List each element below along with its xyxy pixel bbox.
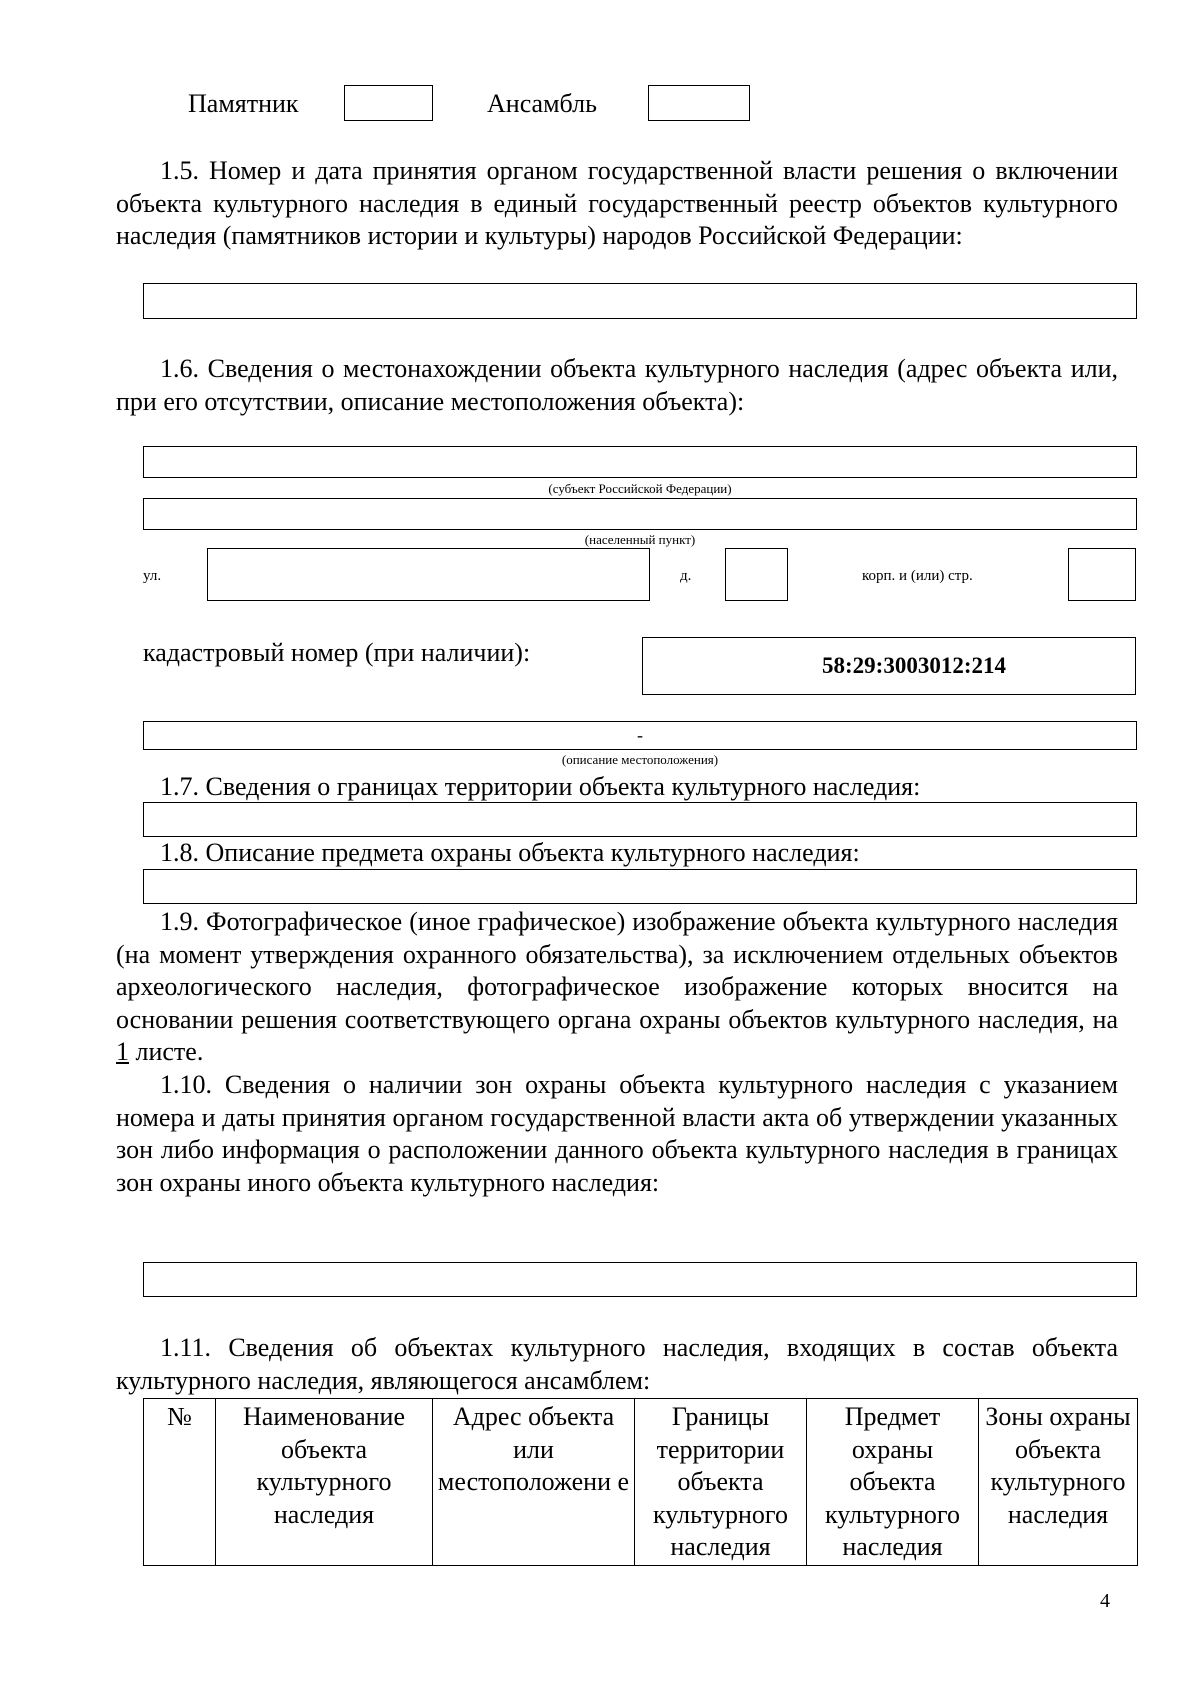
page-number: 4 (1100, 1590, 1110, 1612)
section-1-8-text: 1.8. Описание предмета охраны объекта культурного наследия: (160, 838, 860, 867)
protection-subject-field[interactable] (143, 869, 1137, 904)
protection-zones-field[interactable] (143, 1262, 1137, 1297)
ensemble-checkbox[interactable] (648, 85, 750, 121)
section-1-11-text: 1.11. Сведения об объектах культурного наследия, входящих в состав объекта культурного наследия, являющегося ансамблем: (116, 1333, 1118, 1395)
section-1-7-text: 1.7. Сведения о границах территории объекта культурного наследия: (160, 772, 921, 801)
ensemble-label: Ансамбль (487, 89, 597, 118)
subject-caption: (субъект Российской Федерации) (548, 481, 732, 496)
monument-label: Памятник (188, 89, 299, 118)
cadastral-label: кадастровый номер (при наличии): (143, 638, 531, 667)
ensemble-objects-table (143, 1398, 1138, 1566)
boundaries-field[interactable] (143, 802, 1137, 837)
column-number: № (144, 1399, 216, 1566)
street-field[interactable] (207, 548, 650, 601)
section-1-5-text: 1.5. Номер и дата принятия органом государственной власти решения о включении объекта культурного наследия в единый государственный реестр объектов культурного наследия (памятников истории и культуры) народов Российской Федерации: (116, 156, 1118, 250)
registry-decision-field[interactable] (143, 283, 1137, 319)
locality-caption: (населенный пункт) (584, 532, 696, 547)
section-1-10-text: 1.10. Сведения о наличии зон охраны объекта культурного наследия с указанием номера и даты принятия органом государственной власти акта об утверждении указанных зон либо информация о расположении данного объекта культурного наследия в границах зон охраны иного объекта культурного наследия: (116, 1070, 1118, 1197)
building-field[interactable] (1068, 548, 1136, 601)
house-label: д. (680, 568, 692, 584)
column-boundaries: Границы территории объекта культурного наследия (635, 1399, 807, 1566)
location-caption: (описание местоположения) (561, 752, 719, 767)
subject-field[interactable] (143, 446, 1137, 478)
section-1-6-text: 1.6. Сведения о местонахождении объекта культурного наследия (адрес объекта или, при его отсутствии, описание местоположения объекта): (116, 354, 1118, 416)
section-1-9-text: 1.9. Фотографическое (иное графическое) изображение объекта культурного наследия (на момент утверждения охранного обязательства), за исключением отдельных объектов археологического наследия, фотографическое изображение которых вносится на основании решения соответствующего органа охраны объектов культурного наследия, на 1 листе. (116, 907, 1118, 1066)
column-protection-zones: Зоны охраны объекта культурного наследия (979, 1399, 1138, 1566)
cadastral-number-field[interactable]: 58:29:3003012:214 (642, 637, 1136, 695)
house-field[interactable] (725, 548, 788, 601)
sheets-count: 1 (116, 1037, 129, 1066)
monument-checkbox[interactable] (344, 85, 433, 121)
column-address: Адрес объекта или местоположени е (433, 1399, 635, 1566)
locality-field[interactable] (143, 498, 1137, 530)
table-header-row (144, 1399, 1138, 1566)
column-name: Наименование объекта культурного наследия (216, 1399, 433, 1566)
column-protection-subject: Предмет охраны объекта культурного наследия (807, 1399, 979, 1566)
location-description-field[interactable]: - (143, 721, 1137, 750)
building-label: корп. и (или) стр. (862, 568, 973, 584)
street-label: ул. (143, 568, 162, 584)
